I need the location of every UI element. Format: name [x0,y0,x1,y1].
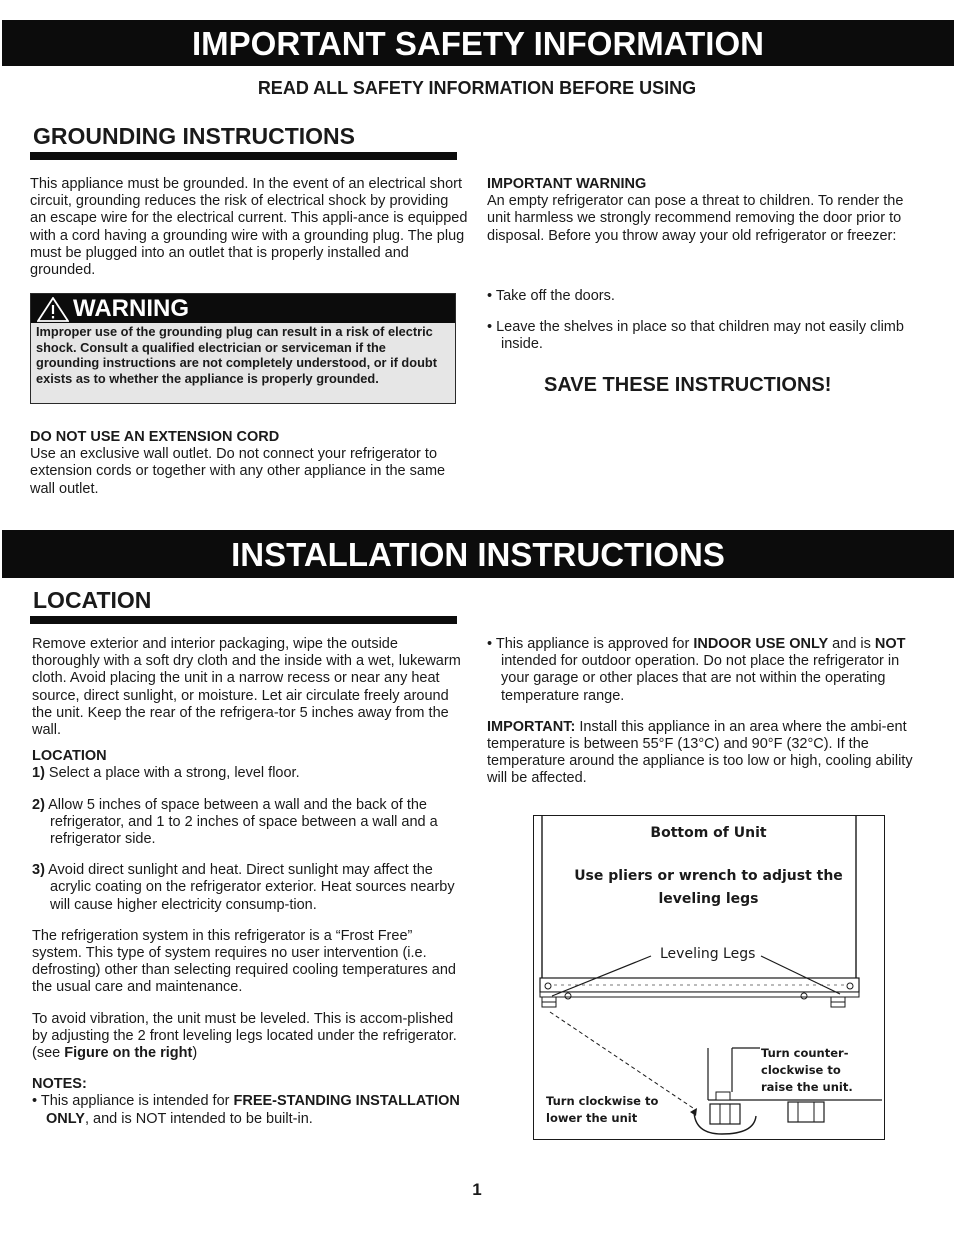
warning-triangle-icon [37,297,69,322]
step-2-text: Allow 5 inches of space between a wall and the back of the refrigerator, and 1 to 2 inches of space between a wall and a refrigerator side. [44,796,438,848]
ccw-line-3: raise the unit. [761,1080,853,1094]
vibration-figure-ref: Figure on the right [64,1045,193,1062]
leveling-legs-label: Leveling Legs [660,946,756,962]
indoor-text: • This appliance is approved for [487,636,694,652]
vibration-paragraph [32,1011,464,1063]
page-number: 1 [472,1180,482,1199]
indoor-text-2: and is [828,636,875,652]
note-1-tail: , and is NOT intended to be built-in. [84,1110,313,1127]
important-warning-heading: IMPORTANT WARNING [487,176,647,192]
ccw-line-2: clockwise to [761,1063,841,1077]
warning-header [31,294,455,323]
indoor-emphasis: INDOOR USE ONLY [693,636,829,652]
warning-body: Improper use of the grounding plug can result in a risk of electric shock. Consult a qualified electrician or serviceman if the grounding instructions are not completely understood, or if doubt exists as to whether the appliance is properly grounded. [36,324,437,386]
take-off-doors-bullet: • Take off the doors. [487,288,615,304]
ccw-line-1: Turn counter- [761,1046,849,1060]
note-free-standing [32,1093,464,1127]
safety-banner-title: IMPORTANT SAFETY INFORMATION [2,20,954,66]
grounding-heading: GROUNDING INSTRUCTIONS [33,123,355,149]
leave-shelves-bullet: • Leave the shelves in place so that children may not easily climb inside. [487,319,904,353]
grounding-body [30,176,468,279]
indoor-use-note [487,636,923,705]
step-3-number: 3) [32,862,45,879]
save-instructions: SAVE THESE INSTRUCTIONS! [544,374,832,396]
important-temperature-note [487,719,923,788]
important-label: IMPORTANT: [487,718,576,735]
vibration-close: ) [192,1045,198,1062]
step-1-text: Select a place with a strong, level floor. [44,765,300,782]
location-intro: Remove exterior and interior packaging, wipe the outside thoroughly with a soft dry cloth and the inside with a wet, lukewarm cloth. Avoid placing the unit in a narrow recess or near any heat source, direct sunlight, or moisture. Let air circulate freely around the unit. Keep the rear of the refrigera-tor 5 inches away from the wall. [32,636,461,739]
important-text: Install this appliance in an area where the ambi-ent temperature is between 55°F (13°C) and 90°F (32°C). If the temperature around the appliance is too low or high, cooling ability will be affected. [487,718,913,787]
step-3-text: Avoid direct sunlight and heat. Direct sunlight may affect the acrylic coating on the refrigerator exterior. Heat sources nearby will cause higher electricity consump-tion. [44,862,455,913]
location-right-column [487,636,923,788]
step-2-number: 2) [32,796,45,813]
step-1 [32,765,464,782]
indoor-not: NOT [874,636,906,652]
vibration-text: To avoid vibration, the unit must be leveled. This is accom-plished by adjusting the 2 front leveling legs located under the refrigerator. (see [32,1010,457,1062]
location-heading: LOCATION [33,587,152,613]
important-warning-section [487,176,923,245]
warning-label: WARNING [73,295,189,322]
location-subheading: LOCATION [32,748,107,765]
note-1-emphasis: FREE-STANDING INSTALLATION ONLY [46,1093,460,1127]
warning-box [30,293,456,404]
grounding-body-text: This appliance must be grounded. In the event of an electrical short circuit, grounding reduces the risk of electrical shock by providing an escape wire for the electrical current. This appli-ance is equipped with a cord having a grounding wire with a grounding plug. The plug must be plugged into an outlet that is properly installed and grounded. [30,176,468,279]
installation-banner-title: INSTALLATION INSTRUCTIONS [2,530,954,578]
extension-cord-body: Use an exclusive wall outlet. Do not connect your refrigerator to extension cords or together with any other appliance in the same wall outlet. [30,446,446,497]
location-left-column [32,636,464,1128]
extension-cord-heading: DO NOT USE AN EXTENSION CORD [30,429,280,445]
location-heading-rule [30,616,457,624]
figure-title: Bottom of Unit [650,825,767,841]
counterclockwise-label [761,1045,853,1096]
note-1-text: • This appliance is intended for [32,1093,234,1110]
frost-free-paragraph: The refrigeration system in this refrigerator is a “Frost Free” system. This type of system requires no user intervention (i.e. defrosting) other than selecting required cooling temperatures and the usual care and maintenance. [32,927,456,996]
step-2 [32,797,464,849]
notes-heading: NOTES: [32,1076,87,1093]
grounding-heading-rule [30,152,457,160]
step-1-number: 1) [32,765,45,782]
leveling-legs-figure [533,815,885,1140]
safety-subtitle: READ ALL SAFETY INFORMATION BEFORE USING [257,78,697,98]
important-warning-body: An empty refrigerator can pose a threat to children. To render the unit harmless we strongly recommend removing the door prior to disposal. Before you throw away your old refrigerator or freezer: [487,193,904,244]
clockwise-label [546,1093,658,1127]
figure-caption-line-1: Use pliers or wrench to adjust the [574,868,843,884]
indoor-text-3: intended for outdoor operation. Do not place the refrigerator in your garage or other places that are not within the operating temperature range. [501,653,900,704]
figure-caption-line-2: leveling legs [658,891,759,907]
cw-line-2: lower the unit [546,1111,638,1125]
step-3 [32,862,464,914]
extension-cord-section [30,429,466,498]
cw-line-1: Turn clockwise to [546,1094,659,1108]
